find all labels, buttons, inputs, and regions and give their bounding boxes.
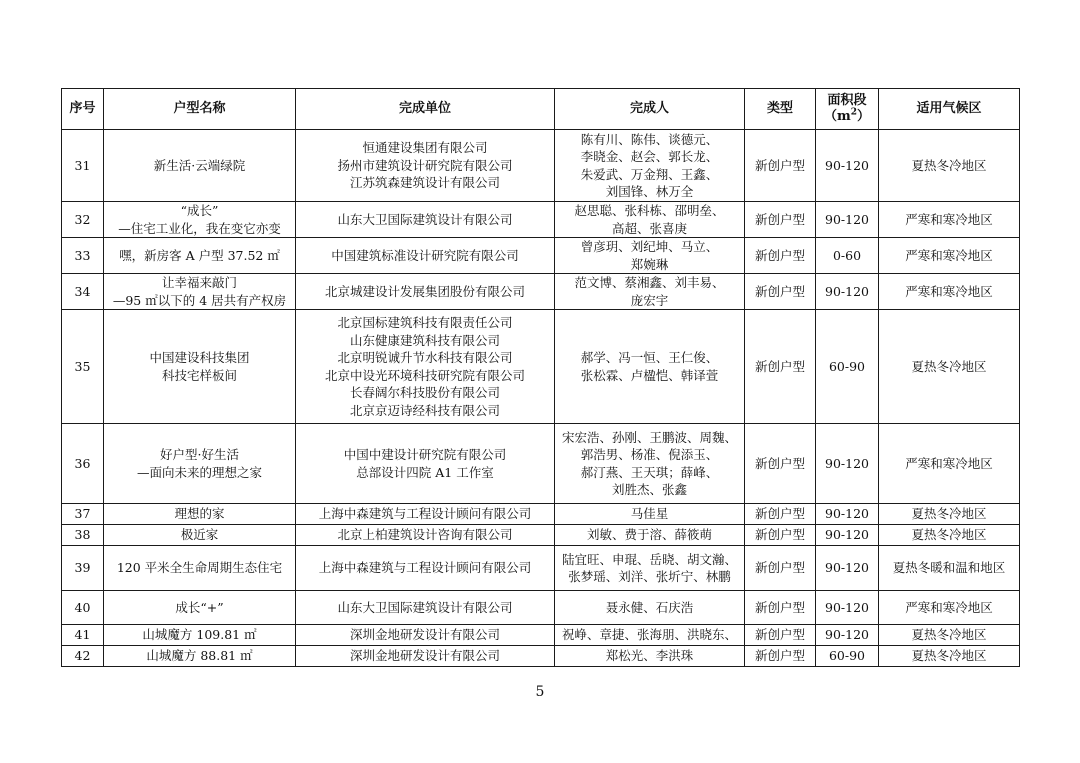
cell-climate: 夏热冬冷地区	[879, 130, 1020, 202]
cell-index: 42	[62, 646, 104, 667]
cell-people-line: 聂永健、石庆浩	[605, 599, 694, 615]
cell-design-name-line: 成长“+”	[175, 599, 224, 615]
table-row	[62, 310, 1020, 424]
cell-people-line: 陆宜旺、申琨、岳晓、胡文瀚、	[561, 551, 737, 567]
cell-people	[555, 130, 745, 202]
cell-design-name	[104, 238, 296, 274]
cell-people	[555, 424, 745, 504]
cell-people	[555, 546, 745, 591]
cell-unit-line: 扬州市建筑设计研究院有限公司	[337, 157, 513, 173]
cell-unit	[296, 238, 555, 274]
cell-design-name	[104, 546, 296, 591]
cell-design-name	[104, 274, 296, 310]
cell-design-name-line: 好户型·好生活	[160, 447, 239, 462]
page-number: 5	[535, 684, 545, 700]
cell-people	[555, 591, 745, 625]
cell-people	[555, 274, 745, 310]
cell-people	[555, 310, 745, 424]
cell-climate: 严寒和寒冷地区	[879, 274, 1020, 310]
cell-design-name-line: 新生活·云端绿院	[153, 157, 246, 173]
cell-type: 新创户型	[745, 591, 816, 625]
cell-people-line: 高超、张喜庚	[611, 220, 687, 236]
cell-type: 新创户型	[745, 525, 816, 546]
header-unit: 完成单位	[296, 89, 555, 130]
cell-design-name-line: 120 平米全生命周期生态住宅	[116, 560, 283, 576]
cell-design-name	[104, 130, 296, 202]
cell-people	[555, 504, 745, 525]
cell-type: 新创户型	[745, 238, 816, 274]
cell-unit-line: 长春阔尔科技股份有限公司	[349, 385, 500, 400]
cell-people	[555, 525, 745, 546]
cell-unit	[296, 546, 555, 591]
cell-unit	[296, 504, 555, 525]
cell-index: 37	[62, 504, 104, 525]
cell-people-line: 陈有川、陈伟、谈德元、	[580, 131, 719, 147]
award-table	[61, 88, 1020, 667]
cell-area: 90-120	[816, 546, 879, 591]
table-row	[62, 424, 1020, 504]
cell-people-line: 马佳星	[630, 506, 669, 522]
cell-type: 新创户型	[745, 504, 816, 525]
cell-design-name-line: —住宅工业化，我在变它亦变	[118, 220, 281, 236]
cell-design-name	[104, 424, 296, 504]
cell-people-line: 宋宏浩、孙刚、王鹏波、周魏、	[561, 429, 737, 445]
cell-people-line: 张梦瑶、刘洋、张圻宁、林鹏	[568, 569, 731, 584]
cell-unit-line: 北京京迈诗经科技有限公司	[349, 402, 500, 418]
cell-design-name	[104, 504, 296, 525]
cell-unit-line: 北京国标建筑科技有限责任公司	[337, 315, 513, 330]
cell-type: 新创户型	[745, 646, 816, 667]
cell-design-name-line: 极近家	[180, 527, 219, 543]
cell-type: 新创户型	[745, 130, 816, 202]
cell-climate: 严寒和寒冷地区	[879, 424, 1020, 504]
cell-people-line: 刘国锋、林万全	[605, 184, 694, 199]
cell-unit-line: 山东大卫国际建筑设计有限公司	[337, 211, 513, 227]
cell-people-line: 李晓金、赵会、郭长龙、	[580, 149, 719, 164]
cell-area: 90-120	[816, 130, 879, 202]
cell-climate: 严寒和寒冷地区	[879, 202, 1020, 238]
header-area	[816, 89, 879, 130]
header-area-sup: 2	[850, 107, 857, 118]
cell-people	[555, 202, 745, 238]
cell-unit-line: 北京城建设计发展集团股份有限公司	[324, 283, 525, 299]
cell-people	[555, 646, 745, 667]
cell-unit	[296, 525, 555, 546]
cell-people-line: 刘敏、费于溶、薛筱萌	[586, 527, 712, 543]
cell-unit-line: 深圳金地研发设计有限公司	[349, 627, 500, 643]
cell-climate: 严寒和寒冷地区	[879, 591, 1020, 625]
table-row	[62, 591, 1020, 625]
cell-unit-line: 中国中建设计研究院有限公司	[343, 447, 507, 462]
cell-design-name	[104, 310, 296, 424]
cell-index: 41	[62, 625, 104, 646]
cell-design-name	[104, 591, 296, 625]
cell-area: 90-120	[816, 504, 879, 525]
cell-unit-line: 上海中森建筑与工程设计顾问有限公司	[318, 560, 532, 576]
header-area-open: （m	[823, 109, 851, 124]
table-row	[62, 646, 1020, 667]
cell-people-line: 曾彦玥、刘纪坤、马立、	[580, 239, 719, 254]
table-row	[62, 238, 1020, 274]
cell-unit	[296, 424, 555, 504]
cell-people-line: 郑婉琳	[630, 256, 669, 272]
cell-index: 36	[62, 424, 104, 504]
cell-people-line: 郭浩男、杨准、倪添玉、	[580, 447, 719, 462]
cell-area: 90-120	[816, 525, 879, 546]
header-area-line2	[820, 109, 874, 125]
cell-area: 90-120	[816, 424, 879, 504]
cell-design-name	[104, 625, 296, 646]
cell-unit	[296, 646, 555, 667]
cell-unit	[296, 591, 555, 625]
table-body	[62, 130, 1020, 667]
cell-people-line: 郝汀燕、王天琪；薛峰、	[580, 464, 719, 480]
cell-area: 60-90	[816, 646, 879, 667]
cell-area: 90-120	[816, 274, 879, 310]
cell-climate: 夏热冬暖和温和地区	[879, 546, 1020, 591]
cell-design-name-line: 中国建设科技集团	[149, 350, 250, 365]
cell-index: 39	[62, 546, 104, 591]
cell-index: 35	[62, 310, 104, 424]
cell-index: 40	[62, 591, 104, 625]
cell-people	[555, 625, 745, 646]
table-row	[62, 525, 1020, 546]
cell-index: 33	[62, 238, 104, 274]
cell-people-line: 郑松光、李洪珠	[605, 648, 694, 664]
cell-unit	[296, 202, 555, 238]
cell-people-line: 范文博、蔡湘鑫、刘丰易、	[574, 275, 725, 290]
header-climate: 适用气候区	[879, 89, 1020, 130]
table-row	[62, 504, 1020, 525]
table-row	[62, 130, 1020, 202]
cell-climate: 夏热冬冷地区	[879, 646, 1020, 667]
cell-unit-line: 江苏筑森建筑设计有限公司	[349, 175, 500, 191]
header-type: 类型	[745, 89, 816, 130]
cell-index: 32	[62, 202, 104, 238]
cell-design-name	[104, 646, 296, 667]
cell-index: 38	[62, 525, 104, 546]
cell-climate: 夏热冬冷地区	[879, 310, 1020, 424]
cell-design-name-line: —95 ㎡以下的 4 居共有产权房	[112, 292, 287, 308]
cell-people-line: 赵思聪、张科栋、邵明垒、	[574, 203, 725, 218]
cell-unit	[296, 274, 555, 310]
cell-people	[555, 238, 745, 274]
cell-design-name	[104, 525, 296, 546]
table-row	[62, 274, 1020, 310]
cell-design-name-line: 理想的家	[174, 506, 225, 522]
cell-unit-line: 深圳金地研发设计有限公司	[349, 648, 500, 664]
cell-design-name-line: 嘿，新房客 A 户型 37.52 ㎡	[119, 247, 280, 263]
cell-area: 60-90	[816, 310, 879, 424]
table-row	[62, 202, 1020, 238]
cell-people-line: 刘胜杰、张鑫	[611, 482, 687, 497]
cell-people-line: 庞宏宇	[630, 292, 669, 308]
cell-unit-line: 北京中设光环境科技研究院有限公司	[324, 367, 525, 383]
cell-index: 34	[62, 274, 104, 310]
header-people: 完成人	[555, 89, 745, 130]
cell-type: 新创户型	[745, 424, 816, 504]
cell-people-line: 祝峥、章捷、张海朋、洪晓东、	[561, 627, 737, 643]
cell-climate: 夏热冬冷地区	[879, 525, 1020, 546]
cell-type: 新创户型	[745, 546, 816, 591]
cell-type: 新创户型	[745, 202, 816, 238]
cell-unit-line: 北京上柏建筑设计咨询有限公司	[337, 527, 513, 543]
cell-type: 新创户型	[745, 274, 816, 310]
header-area-line1: 面积段	[827, 93, 867, 108]
table-row	[62, 546, 1020, 591]
cell-index: 31	[62, 130, 104, 202]
cell-unit-line: 山东大卫国际建筑设计有限公司	[337, 599, 513, 615]
cell-design-name-line: —面向未来的理想之家	[136, 464, 262, 480]
header-design-name: 户型名称	[104, 89, 296, 130]
cell-unit-line: 北京明锐诚升节水科技有限公司	[337, 350, 513, 365]
cell-area: 90-120	[816, 625, 879, 646]
cell-design-name-line: 山城魔方 109.81 ㎡	[142, 627, 257, 643]
cell-area: 0-60	[816, 238, 879, 274]
cell-area: 90-120	[816, 591, 879, 625]
header-index: 序号	[62, 89, 104, 130]
table-row	[62, 625, 1020, 646]
cell-design-name-line: 科技宅样板间	[161, 367, 237, 383]
cell-climate: 夏热冬冷地区	[879, 625, 1020, 646]
cell-unit	[296, 625, 555, 646]
cell-unit-line: 总部设计四院 A1 工作室	[356, 464, 494, 480]
cell-unit	[296, 310, 555, 424]
cell-design-name	[104, 202, 296, 238]
cell-unit	[296, 130, 555, 202]
cell-unit-line: 山东健康建筑科技有限公司	[349, 332, 500, 348]
cell-unit-line: 上海中森建筑与工程设计顾问有限公司	[318, 506, 532, 522]
header-area-close: ）	[857, 109, 871, 124]
cell-climate: 夏热冬冷地区	[879, 504, 1020, 525]
cell-area: 90-120	[816, 202, 879, 238]
cell-people-line: 张松霖、卢楹恺、韩译萱	[580, 367, 719, 383]
cell-people-line: 朱爱武、万金翔、王鑫、	[580, 166, 719, 182]
cell-climate: 严寒和寒冷地区	[879, 238, 1020, 274]
cell-unit-line: 恒通建设集团有限公司	[362, 140, 488, 156]
header-row	[62, 89, 1020, 130]
cell-unit-line: 中国建筑标准设计研究院有限公司	[331, 247, 519, 263]
cell-design-name-line: 山城魔方 88.81 ㎡	[146, 648, 253, 664]
cell-type: 新创户型	[745, 625, 816, 646]
cell-type: 新创户型	[745, 310, 816, 424]
cell-people-line: 郝学、冯一恒、王仁俊、	[580, 350, 719, 365]
cell-design-name-line: 让幸福来敲门	[161, 275, 237, 290]
cell-design-name-line: “成长”	[180, 203, 219, 218]
